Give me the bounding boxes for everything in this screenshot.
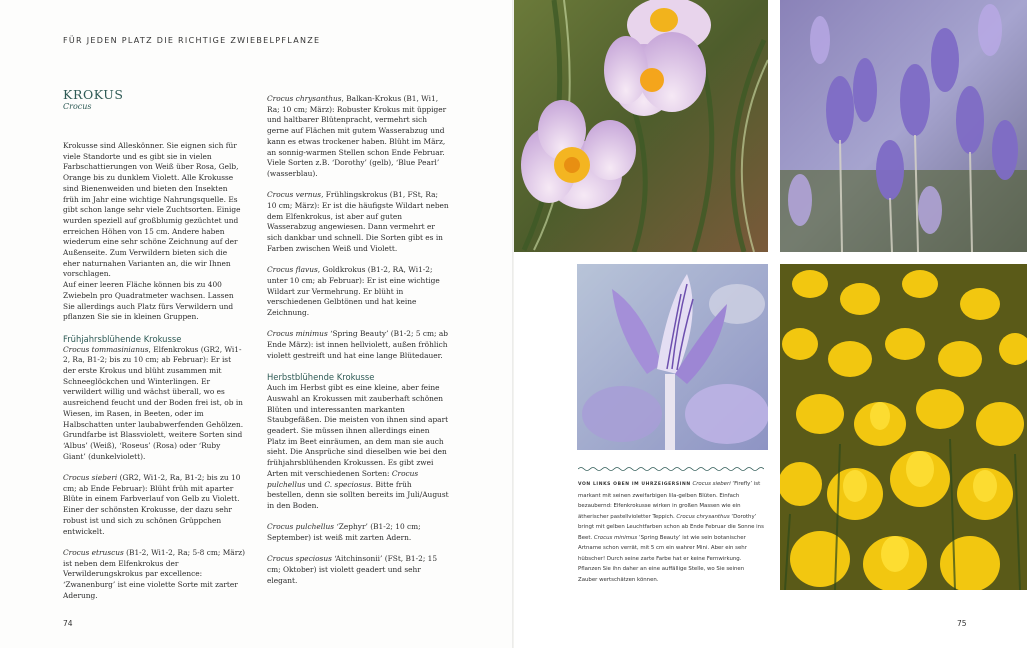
caption-species: Crocus minimus	[593, 534, 638, 541]
photo-crocus-tommasinianus	[780, 0, 1027, 252]
text-column-2	[267, 94, 449, 597]
species-text: , Balkan-Krokus (B1, Wi1, Ra; 10 cm; März): Robuster Krokus mit üppiger und haltbarer Blütenpracht, vermehrt sich gerne auf Flächen mit gutem Wasserabzug und kann es etwas trockener haben. Blüht im März, an sonnig-warmen Stellen schon Ende Februar. Viele Sorten z.B. ‘Dorothy’ (gelb), ‘Blue Pearl’ (wasserblau).	[267, 94, 447, 178]
entry-aitchisonii	[267, 554, 449, 586]
caption-lead: VON LINKS OBEN IM UHRZEIGERSINN	[578, 482, 691, 487]
species-name: Crocus sieberi	[63, 473, 118, 483]
caption-species: Crocus chrysanthus	[676, 513, 730, 520]
species-text: ‘Aitchinsonii’ (FSt, B1-2; 15 cm; Oktober) ist violett geadert und sehr elegant.	[267, 554, 438, 585]
species-name: Crocus pulchellus	[267, 468, 419, 489]
species-text: ‘Spring Beauty’ (B1-2; 5 cm; ab Ende März): ist innen hellviolett, außen fröhlich violett gestreift und hat eine lange Blütedauer.	[267, 329, 449, 360]
caption-text: ‘Firefly’ ist markant mit seinen zweifarbigen lila-gelben Blüten. Einfach bezaubernd: Elfenkrokusse wirken in großen Massen wie ein ätherischer pastellvioletter Teppich.	[578, 481, 761, 520]
species-text: , Elfenkrokus (GR2, Wi1-2, Ra, B1-2; bis zu 10 cm; ab Februar): Er ist der erste Krokus und blüht zusammen mit Schneeglöckchen und Winterlingen. Er verwildert willig und wächst überall, wo es ausreichend feucht und der Boden frei ist, ob in Wiesen, im Rasen, in Beeten, oder im Halbschatten unter laubabwerfenden Gehölzen. Grundfarbe ist Blassviolett, weitere Sorten sind ‘Albus’ (Weiß), ‘Roseus’ (Rosa) oder ‘Ruby Giant’ (dunkelviolett).	[63, 344, 244, 461]
species-name: Crocus speciosus	[267, 554, 332, 564]
entry-tommasinianus	[63, 345, 245, 463]
page-number-right: 75	[957, 619, 967, 628]
intro-paragraph: Krokusse sind Alleskönner. Sie eignen sich für viele Standorte und es gibt sie in vielen Farbschattierungen von Weiß über Rosa, Gelb, Orange bis zu dunklem Violett. Alle Krokusse sind Bienenweiden und bieten den Insekten früh im Jahr eine wichtige Nahrungsquelle. Es gibt schon lange sehr viele Zuchtsorten. Einige wurden speziell auf großblumig gezüchtet und erreichen Höhen von 15 cm. Andere haben wiederum eine sehr schöne Zeichnung auf der Außenseite. Zum Verwildern bieten sich die eher naturnahen Varianten an, die wir Ihnen vorschlagen.	[63, 141, 241, 279]
entry-zephyr	[267, 522, 449, 543]
entry-etruscus	[63, 548, 245, 602]
photo-caption	[578, 479, 764, 585]
entry-chrysanthus	[267, 94, 449, 180]
autumn-text: . Bitte früh bestellen, denn sie sollten bereits im Juli/August in den Boden.	[267, 479, 449, 510]
species-name: Crocus pulchellus	[267, 522, 335, 532]
species-name: Crocus minimus	[267, 329, 328, 339]
autumn-text: und	[305, 479, 325, 489]
text-column-1	[63, 141, 245, 612]
species-text: ‘Zephyr’ (B1-2; 10 cm; September) ist weiß mit zarten Adern.	[267, 522, 421, 543]
entry-flavus	[267, 265, 449, 319]
intro-paragraph-2: Auf einer leeren Fläche können bis zu 400 Zwiebeln pro Quadratmeter wachsen. Lassen Sie allerdings auch Platz fürs Verwildern und pflanzen Sie sie in kleinen Gruppen.	[63, 280, 234, 322]
species-name: Crocus chrysanthus	[267, 94, 342, 103]
running-head: FÜR JEDEN PLATZ DIE RICHTIGE ZWIEBELPFLANZE	[63, 36, 321, 45]
species-name: Crocus flavus	[267, 265, 318, 275]
caption-species: Crocus sieberi	[692, 481, 731, 487]
entry-minimus	[267, 329, 449, 361]
section-title: KROKUS	[63, 87, 124, 102]
heading-spring-crocus: Frühjahrsblühende Krokusse	[63, 333, 182, 344]
entry-vernus	[267, 190, 449, 254]
heading-autumn-crocus: Herbstblühende Krokusse	[267, 372, 375, 383]
caption-text: ‘Dorothy’ bringt mit gelben Leuchtfarben schon ab Ende Februar die Sonne ins Beet.	[578, 513, 764, 541]
caption-text: ‘Spring Beauty’ ist wie sein botanischer Artname schon verrät, mit 5 cm ein wahrer Mini. Aber ein sehr hübscher! Durch seine zarte Farbe hat er keine Fernwirkung. Pflanzen Sie ihn daher an eine auffällige Stelle, wo Sie seinen Zauber wertschätzen können.	[578, 534, 747, 583]
species-name: C. speciosus	[324, 479, 371, 489]
photo-crocus-sieberi	[514, 0, 768, 252]
species-name: Crocus etruscus	[63, 547, 124, 557]
entry-sieberi	[63, 473, 245, 537]
photo-crocus-minimus	[577, 264, 768, 450]
species-text: (B1-2, Wi1-2, Ra; 5-8 cm; März) ist neben dem Elfenkrokus der Verwilderungskrokus par excellence: ‘Zwanenburg’ ist eine violette Sorte mit zarter Aderung.	[63, 547, 246, 600]
species-name: Crocus tommasinianus	[63, 344, 149, 354]
autumn-intro	[267, 383, 449, 511]
species-text: , Goldkrokus (B1-2, RA, Wi1-2; unter 10 cm; ab Februar): Er ist eine wichtige Wildart zur Vermehrung. Er blüht in verschiedenen Gelbtönen und hat keine Zeichnung.	[267, 265, 440, 318]
caption-divider	[578, 466, 764, 472]
autumn-text: Auch im Herbst gibt es eine kleine, aber feine Auswahl an Krokussen mit zauberhaft schönen Blüten und interessanten markanten Staubgefäßen. Die meisten von ihnen sind apart geadert. Sie müssen ihnen allerdings einen Platz im Beet einräumen, an dem man sie auch sieht. Die Ansprüche sind dieselben wie bei den frühjahrsblühenden Krokussen. Es gibt zwei Arten mit verschiedenen Sorten:	[267, 383, 449, 478]
section-subtitle: Crocus	[63, 102, 92, 111]
species-name: Crocus vernus	[267, 190, 322, 200]
photo-crocus-chrysanthus	[780, 264, 1027, 590]
page-number-left: 74	[63, 619, 73, 628]
species-text: , Frühlingskrokus (B1, FSt, Ra; 10 cm; März): Er ist die häufigste Wildart neben dem Elfenkrokus, ist aber auf guten Wasserabzug angewiesen. Dann vermehrt er sich dankbar und schnell. Die Sorten gibt es in Farben zwischen Weiß und Violett.	[267, 190, 449, 253]
species-text: (GR2, Wi1-2, Ra, B1-2; bis zu 10 cm; ab Ende Februar): Blüht früh mit aparter Blüte in einem Farbverlauf von Gelb zu Violett. Einer der schönsten Krokusse, der dazu sehr robust ist und sich zu schönen Grüppchen entwickelt.	[63, 473, 241, 536]
